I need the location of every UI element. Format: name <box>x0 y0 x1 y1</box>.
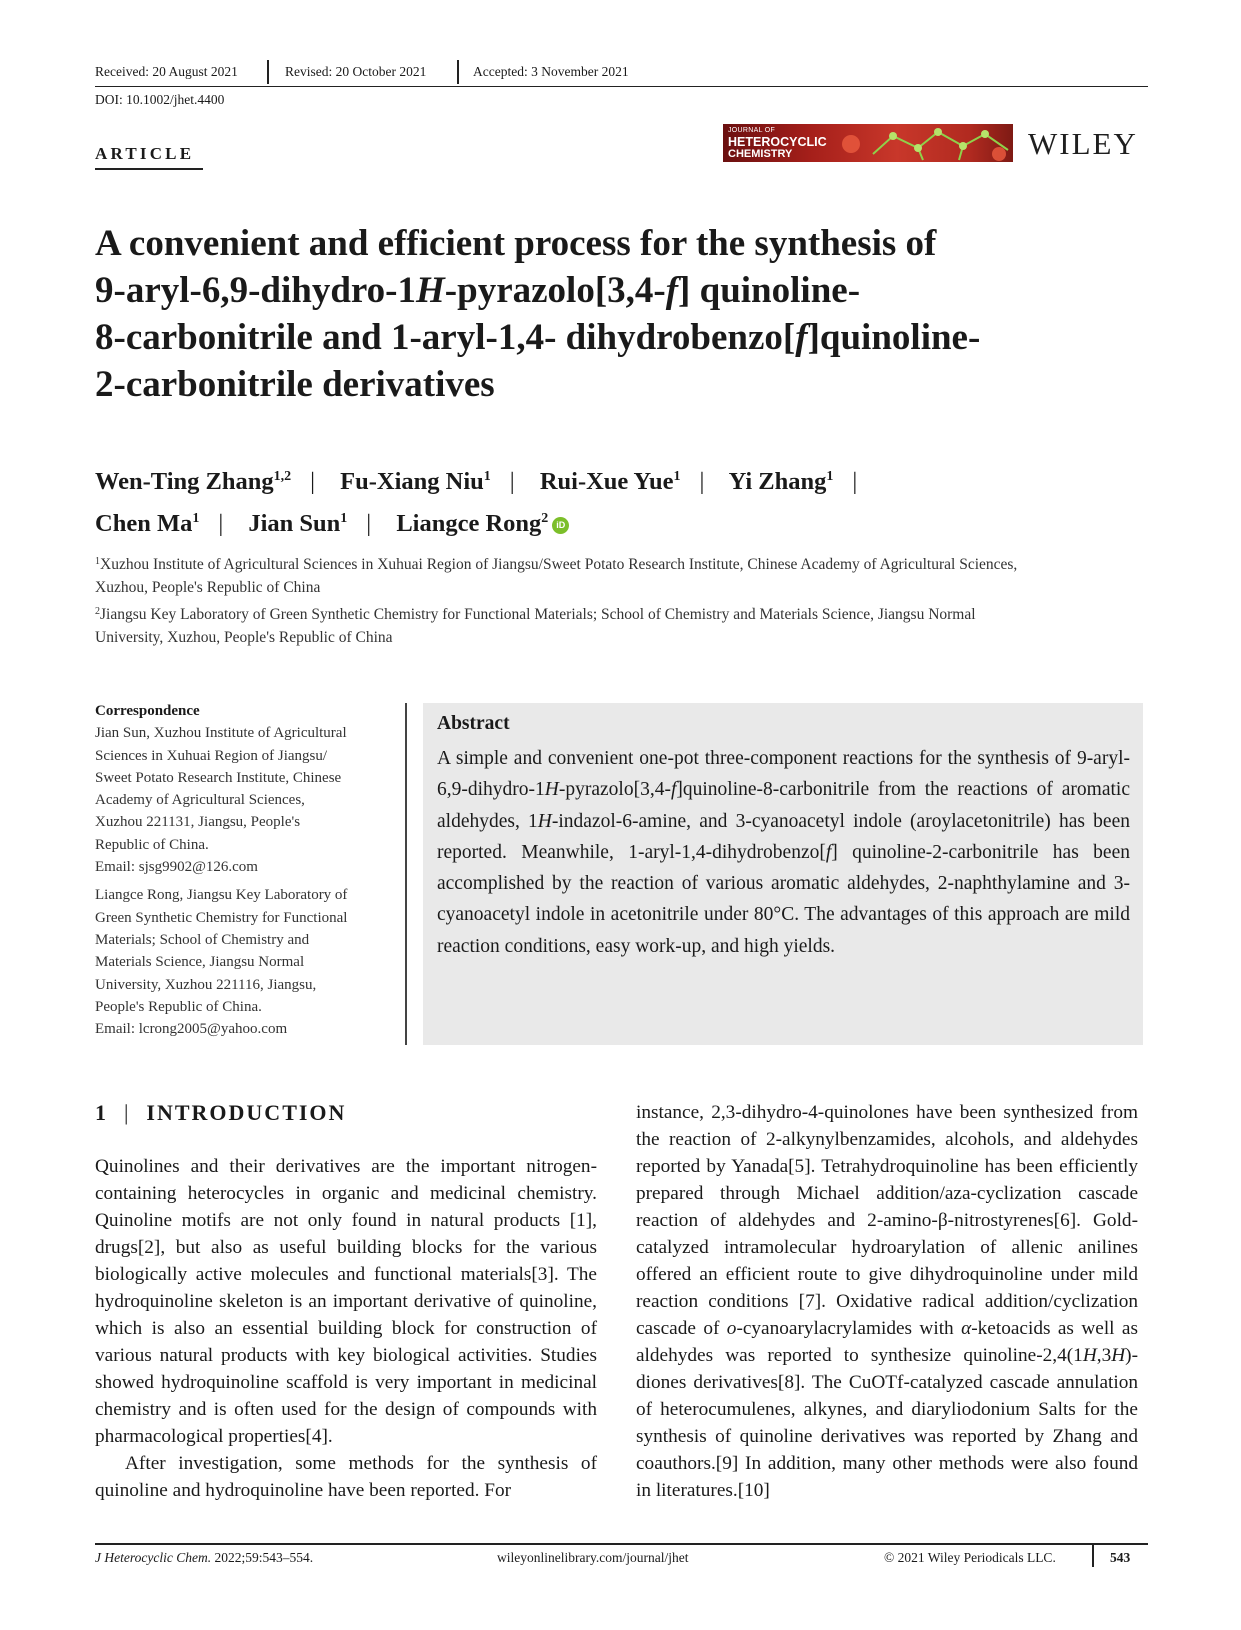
corr-line: Academy of Agricultural Sciences, <box>95 792 305 809</box>
author-separator: | <box>852 468 858 495</box>
divider <box>267 60 269 84</box>
author-affiliation-marker: 1 <box>192 511 200 526</box>
corr-line: People's Republic of China. <box>95 998 262 1015</box>
title-line: A convenient and efficient process for the synthesis of <box>95 223 937 264</box>
abstract-text: A simple and convenient one-pot three-component reactions for the synthesis of 9-aryl-6,9-dihydro-1H-pyrazolo[3,4-f]quinoline-8-carbonitrile from the reactions of aromatic aldehydes, 1H-indazol-6-amine, and 3-cyanoacetyl indole (aroylacetonitrile) has been reported. Meanwhile, 1-aryl-1,4-dihydrobenzo[f] quinoline-2-carbonitrile has been accomplished by the reaction of various aromatic aldehydes, 2-naphthylamine and 3-cyanoacetyl indole in acetonitrile under 80°C. The advantages of this approach are mild reaction conditions, easy work-up, and high yields. <box>437 748 1130 957</box>
corr-email[interactable]: Email: sjsg9902@126.com <box>95 859 258 876</box>
author-separator: | <box>366 510 372 537</box>
corr-line: Sciences in Xuhuai Region of Jiangsu/ <box>95 747 328 764</box>
author-name[interactable]: Wen-Ting Zhang <box>95 468 274 495</box>
journal-name-line2: HETEROCYCLIC <box>728 135 827 149</box>
paper-title <box>95 220 1155 408</box>
corr-line: Jian Sun, Xuzhou Institute of Agricultural <box>95 725 347 742</box>
journal-name-line3: CHEMISTRY <box>728 148 793 160</box>
accepted-date: Accepted: 3 November 2021 <box>473 64 629 79</box>
paragraph: After investigation, some methods for the synthesis of quinoline and hydroquinoline have been reported. For <box>95 1453 597 1501</box>
affiliation: $^2$Jiangsu Key Laboratory of Green Synthetic Chemistry for Functional Materials; School of Chemistry and Materials Science, Jiangsu Normal University, Xuzhou, People's Republic of China <box>95 606 976 646</box>
publisher-logo: WILEY <box>1028 126 1138 161</box>
author-affiliation-marker: 2 <box>541 511 549 526</box>
author-name[interactable]: Chen Ma <box>95 510 193 537</box>
body-column-left <box>95 1153 597 1504</box>
divider <box>95 168 203 170</box>
affiliation: $^1$Xuzhou Institute of Agricultural Sciences in Xuhuai Region of Jiangsu/Sweet Potato Research Institute, Chinese Academy of Agricultural Sciences, Xuzhou, People's Republic of China <box>95 556 1018 596</box>
author-separator: | <box>509 468 515 495</box>
orcid-icon[interactable]: iD <box>552 517 569 534</box>
footer-url[interactable]: wileyonlinelibrary.com/journal/jhet <box>497 1550 689 1565</box>
title-line: 8-carbonitrile and 1-aryl-1,4- dihydrobenzo[f]quinoline- <box>95 317 981 358</box>
author-affiliation-marker: 1 <box>340 511 348 526</box>
title-line: 2-carbonitrile derivatives <box>95 364 495 405</box>
corr-email[interactable]: Email: lcrong2005@yahoo.com <box>95 1021 288 1038</box>
footer-citation: J Heterocyclic Chem. 2022;59:543–554. <box>95 1550 314 1565</box>
author-separator: | <box>699 468 705 495</box>
author-affiliation-marker: 1,2 <box>273 469 292 484</box>
paragraph: instance, 2,3-dihydro-4-quinolones have been synthesized from the reaction of 2-alkynylbenzamides, alcohols, and aldehydes reported by Yanada[5]. Tetrahydroquinoline has been efficiently prepared through Michael addition/aza-cyclization cascade reaction of aldehydes and 2-amino-β-nitrostyrenes[6]. Gold-catalyzed intramolecular hydroarylation of allenic anilines offered an efficient route to give dihydroquinoline under mild reaction conditions [7]. Oxidative radical addition/cyclization cascade of o-cyanoarylacrylamides with α-ketoacids as well as aldehydes was reported to synthesize quinoline-2,4(1H,3H)-diones derivatives[8]. The CuOTf-catalyzed cascade annulation of heterocumulenes, alkynes, and diaryliodonium Salts for the synthesis of quinoline derivatives was reported by Zhang and coauthors.[9] In addition, many other methods were also found in literatures.[10] <box>636 1102 1138 1501</box>
author-name[interactable]: Rui-Xue Yue <box>539 468 674 495</box>
divider <box>95 1543 1148 1545</box>
author-name[interactable]: Fu-Xiang Niu <box>340 468 484 495</box>
journal-name-line1: JOURNAL OF <box>728 127 776 134</box>
correspondence-heading: Correspondence <box>95 703 200 719</box>
journal-logo <box>723 124 1013 162</box>
corr-line: Materials; School of Chemistry and <box>95 931 310 948</box>
title-line: 9-aryl-6,9-dihydro-1H-pyrazolo[3,4-f] quinoline- <box>95 270 861 311</box>
corr-line: Republic of China. <box>95 836 209 853</box>
author-list <box>95 458 1155 542</box>
author-affiliation-marker: 1 <box>673 469 681 484</box>
divider <box>457 60 459 84</box>
corr-line: Xuzhou 221131, Jiangsu, People's <box>95 814 301 831</box>
author-name[interactable]: Yi Zhang <box>728 468 827 495</box>
author-separator: | <box>310 468 316 495</box>
divider <box>1092 1545 1094 1567</box>
section-heading: 1 | INTRODUCTION <box>95 1100 347 1125</box>
doi[interactable]: DOI: 10.1002/jhet.4400 <box>95 92 225 107</box>
body-column-right <box>636 1099 1138 1504</box>
author-name[interactable]: Liangce Rong <box>396 510 542 537</box>
corr-line: Materials Science, Jiangsu Normal <box>95 954 305 971</box>
corr-line: University, Xuzhou 221116, Jiangsu, <box>95 976 317 993</box>
received-date: Received: 20 August 2021 <box>95 64 238 79</box>
correspondence-block <box>95 700 395 1040</box>
corr-line: Green Synthetic Chemistry for Functional <box>95 909 348 926</box>
author-separator: | <box>218 510 224 537</box>
paragraph: Quinolines and their derivatives are the important nitrogen-containing heterocycles in organic and medicinal chemistry. Quinoline motifs are not only found in natural products [1], drugs[2], but also as useful building blocks for the various biologically active molecules and functional materials[3]. The hydroquinoline skeleton is an important derivative of quinoline, which is also an essential building block for construction of various natural products with key biological activities. Studies showed hydroquinoline scaffold is very important in medicinal chemistry and is often used for the design of compounds with pharmacological properties[4]. <box>95 1156 597 1447</box>
corr-line: Sweet Potato Research Institute, Chinese <box>95 769 342 786</box>
divider <box>405 703 407 1045</box>
revised-date: Revised: 20 October 2021 <box>285 64 427 79</box>
corr-line: Liangce Rong, Jiangsu Key Laboratory of <box>95 887 348 904</box>
page-number: 543 <box>1110 1550 1131 1565</box>
author-affiliation-marker: 1 <box>483 469 491 484</box>
abstract-box <box>423 703 1143 1045</box>
author-name[interactable]: Jian Sun <box>248 510 341 537</box>
author-affiliation-marker: 1 <box>826 469 834 484</box>
abstract-heading: Abstract <box>437 713 510 734</box>
dates-bar <box>95 60 1148 87</box>
article-type-label: ARTICLE <box>95 144 195 163</box>
footer-copyright: © 2021 Wiley Periodicals LLC. <box>884 1550 1056 1565</box>
